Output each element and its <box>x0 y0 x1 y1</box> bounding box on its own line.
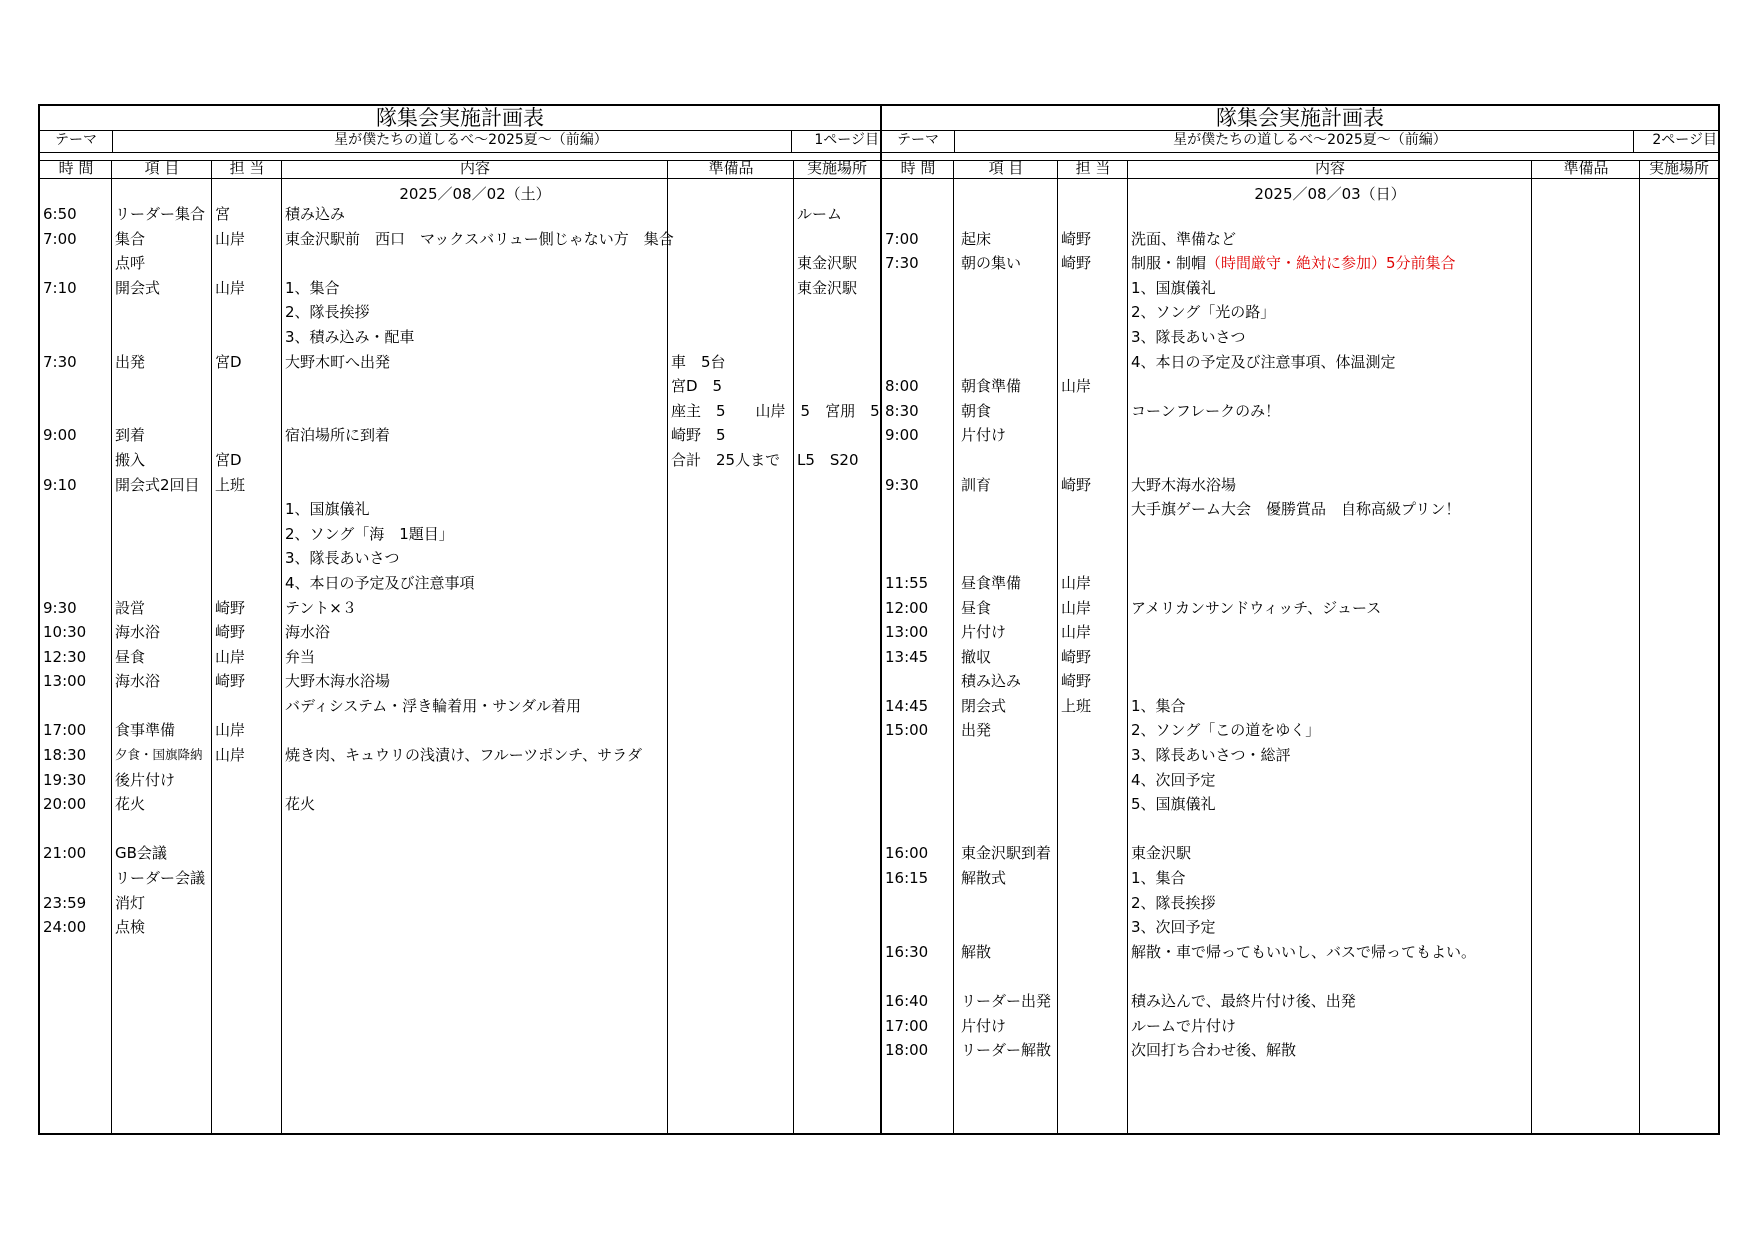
cell-content: バディシステム・浮き輪着用・サンダル着用 <box>285 696 581 715</box>
cell-place: L5 S20 <box>797 450 859 469</box>
cell-content: 花火 <box>285 795 316 814</box>
schedule-row <box>40 768 880 793</box>
cell-time: 19:30 <box>43 770 87 789</box>
schedule-row <box>40 596 880 621</box>
schedule-row <box>40 891 880 916</box>
cell-equipment: 崎野 5 <box>671 426 726 445</box>
cell-equipment: 合計 25人まで <box>671 450 781 469</box>
cell-item: 片付け <box>961 1016 1007 1035</box>
cell-item: 消灯 <box>115 893 146 912</box>
cell-content-text: 制服・制帽 <box>1131 254 1207 273</box>
cell-time: 24:00 <box>43 918 87 937</box>
cell-item: 開会式 <box>115 278 161 297</box>
cell-time: 7:00 <box>43 229 77 248</box>
cell-time: 8:00 <box>885 377 919 396</box>
cell-place: 東金沢駅 <box>797 278 858 297</box>
cell-person: 崎野 <box>215 672 246 691</box>
cell-item: 朝食準備 <box>961 377 1022 396</box>
cell-content: 1、国旗儀礼 <box>1131 278 1216 297</box>
cell-person: 崎野 <box>1061 254 1092 273</box>
schedule-row <box>882 669 1718 694</box>
cell-item: 夕食・国旗降納 <box>115 747 203 763</box>
theme-text: 星が僕たちの道しるべ～2025夏～（前編） <box>334 132 608 148</box>
schedule-row <box>40 669 880 694</box>
schedule-row <box>40 546 880 571</box>
cell-person: 崎野 <box>1061 647 1092 666</box>
cell-content: 4、本日の予定及び注意事項 <box>285 573 475 592</box>
schedule-row <box>882 473 1718 498</box>
schedule-row <box>882 300 1718 325</box>
cell-item: 片付け <box>961 426 1007 445</box>
schedule-row <box>40 866 880 891</box>
schedule-row <box>882 964 1718 989</box>
cell-item: 花火 <box>115 795 146 814</box>
cell-time: 14:45 <box>885 696 929 715</box>
cell-person: 上班 <box>1061 696 1092 715</box>
theme-text: 星が僕たちの道しるべ～2025夏～（前編） <box>1173 132 1447 148</box>
cell-item: 起床 <box>961 229 992 248</box>
theme-label: テーマ <box>882 130 955 152</box>
cell-content: コーンフレークのみ！ <box>1131 401 1281 420</box>
schedule-row <box>40 571 880 596</box>
schedule-row <box>882 768 1718 793</box>
theme-row <box>882 130 1718 153</box>
cell-item: 昼食 <box>115 647 146 666</box>
cell-item: 積み込み <box>961 672 1022 691</box>
cell-content: 2、隊長挨拶 <box>285 303 370 322</box>
header-equipment: 準備品 <box>1563 159 1609 177</box>
cell-content: 2、ソング「光の路」 <box>1131 303 1276 322</box>
cell-item: リーダー解散 <box>961 1041 1052 1060</box>
cell-item: 後片付け <box>115 770 176 789</box>
schedule-row <box>882 989 1718 1014</box>
schedule-row <box>882 423 1718 448</box>
cell-item: 点呼 <box>115 254 146 273</box>
cell-content: 5、国旗儀礼 <box>1131 795 1216 814</box>
schedule-row <box>40 202 880 227</box>
schedule-row <box>882 792 1718 817</box>
schedule-row <box>882 448 1718 473</box>
column-headers <box>882 160 1718 179</box>
cell-item: 解散 <box>961 942 992 961</box>
schedule-row <box>882 251 1718 276</box>
cell-time: 16:00 <box>885 844 929 863</box>
header-content: 内容 <box>1314 159 1345 177</box>
cell-person: 上班 <box>215 475 246 494</box>
theme-row <box>40 130 880 153</box>
cell-time: 12:30 <box>43 647 87 666</box>
cell-content: 3、隊長あいさつ <box>1131 327 1246 346</box>
schedule-date: 2025／08／03（日） <box>1254 185 1406 203</box>
schedule-row <box>882 350 1718 375</box>
header-person: 担 当 <box>1075 159 1111 177</box>
schedule-row <box>882 546 1718 571</box>
cell-item: 撤収 <box>961 647 992 666</box>
cell-time: 21:00 <box>43 844 87 863</box>
cell-item: 海水浴 <box>115 672 161 691</box>
schedule-row <box>40 497 880 522</box>
schedule-row <box>882 866 1718 891</box>
cell-content: 積み込んで、最終片付け後、出発 <box>1131 992 1356 1010</box>
cell-item: リーダー出発 <box>961 992 1052 1010</box>
schedule-row <box>882 1014 1718 1039</box>
cell-time: 9:10 <box>43 475 77 494</box>
cell-content: 4、次回予定 <box>1131 770 1216 789</box>
cell-content: 2、ソング「海 1題目」 <box>285 524 454 543</box>
schedule-sheet-page-1 <box>38 104 882 1135</box>
schedule-row <box>882 891 1718 916</box>
cell-content: 1、国旗儀礼 <box>285 500 370 519</box>
cell-time: 13:45 <box>885 647 929 666</box>
schedule-row <box>40 841 880 866</box>
cell-content: 大野木町へ出発 <box>285 352 391 371</box>
cell-time: 8:30 <box>885 401 919 420</box>
schedule-row <box>40 743 880 768</box>
schedule-row <box>40 374 880 399</box>
cell-content: 弁当 <box>285 647 316 666</box>
cell-person: 宮D <box>215 450 242 469</box>
cell-item: 設営 <box>115 598 146 617</box>
cell-content: 洗面、準備など <box>1131 229 1237 248</box>
cell-person: 崎野 <box>1061 672 1092 691</box>
schedule-row <box>882 1038 1718 1063</box>
cell-item: 出発 <box>961 721 992 740</box>
cell-time: 20:00 <box>43 795 87 814</box>
cell-content: 東金沢駅 <box>1131 844 1192 863</box>
schedule-row <box>40 227 880 252</box>
cell-time: 13:00 <box>885 623 929 642</box>
cell-item: 出発 <box>115 352 146 371</box>
cell-time: 13:00 <box>43 672 87 691</box>
cell-content: 3、次回予定 <box>1131 918 1216 937</box>
cell-content: 焼き肉、キュウリの浅漬け、フルーツポンチ、サラダ <box>285 746 643 765</box>
schedule-row <box>882 202 1718 227</box>
cell-time: 7:30 <box>43 352 77 371</box>
schedule-row <box>40 522 880 547</box>
schedule-row <box>40 817 880 842</box>
cell-content: 3、積み込み・配車 <box>285 327 415 346</box>
cell-content: 3、隊長あいさつ <box>285 549 400 568</box>
cell-item: 食事準備 <box>115 721 176 740</box>
cell-time: 16:15 <box>885 869 929 888</box>
schedule-row <box>882 497 1718 522</box>
cell-time: 17:00 <box>43 721 87 740</box>
cell-item: 訓育 <box>961 475 992 494</box>
schedule-row <box>882 915 1718 940</box>
cell-item: 海水浴 <box>115 623 161 642</box>
cell-person: 山岸 <box>215 746 246 765</box>
schedule-row <box>40 645 880 670</box>
cell-time: 9:00 <box>885 426 919 445</box>
header-person: 担 当 <box>229 159 265 177</box>
cell-person: 崎野 <box>215 598 246 617</box>
cell-time: 18:30 <box>43 746 87 765</box>
cell-time: 7:30 <box>885 254 919 273</box>
cell-item: 開会式2回目 <box>115 475 200 494</box>
column-headers <box>40 160 880 179</box>
cell-time: 18:00 <box>885 1041 929 1060</box>
cell-item: GB会議 <box>115 844 167 863</box>
cell-content: 1、集合 <box>1131 869 1186 888</box>
schedule-row <box>40 915 880 940</box>
schedule-row <box>882 596 1718 621</box>
schedule-row <box>40 423 880 448</box>
cell-place: ルーム <box>797 205 843 223</box>
schedule-row <box>40 718 880 743</box>
cell-person: 山岸 <box>1061 598 1092 617</box>
cell-person: 崎野 <box>1061 229 1092 248</box>
cell-content: 大野木海水浴場 <box>1131 475 1237 494</box>
cell-item: 集合 <box>115 229 146 248</box>
cell-person: 山岸 <box>1061 573 1092 592</box>
cell-content: ルームで片付け <box>1131 1016 1237 1035</box>
schedule-row <box>882 743 1718 768</box>
schedule-sheet-page-2 <box>880 104 1720 1135</box>
schedule-row <box>882 645 1718 670</box>
cell-content: 海水浴 <box>285 623 331 642</box>
schedule-row <box>882 571 1718 596</box>
schedule-row <box>882 817 1718 842</box>
theme-label: テーマ <box>40 130 113 152</box>
cell-time: 7:00 <box>885 229 919 248</box>
cell-item: 到着 <box>115 426 146 445</box>
cell-equipment: 車 5台 <box>671 352 726 371</box>
schedule-row <box>882 718 1718 743</box>
cell-item: 搬入 <box>115 450 146 469</box>
cell-item: 東金沢駅到着 <box>961 844 1052 863</box>
cell-person: 山岸 <box>215 721 246 740</box>
page-number: 2ページ目 <box>1633 130 1719 152</box>
schedule-row <box>882 374 1718 399</box>
cell-item: 朝の集い <box>961 254 1022 273</box>
cell-time: 15:00 <box>885 721 929 740</box>
schedule-rows <box>40 202 880 940</box>
schedule-row <box>40 620 880 645</box>
cell-content: 2、ソング「この道をゆく」 <box>1131 721 1321 740</box>
cell-content: 宿泊場所に到着 <box>285 426 391 445</box>
schedule-row <box>40 792 880 817</box>
cell-person: 山岸 <box>1061 377 1092 396</box>
schedule-row <box>882 940 1718 965</box>
schedule-row <box>882 399 1718 424</box>
schedule-row <box>40 399 880 424</box>
cell-time: 10:30 <box>43 623 87 642</box>
sheet-title: 隊集会実施計画表 <box>882 106 1718 131</box>
schedule-row <box>882 325 1718 350</box>
cell-time: 12:00 <box>885 598 929 617</box>
cell-content <box>1128 251 1456 276</box>
cell-time: 9:30 <box>43 598 77 617</box>
cell-person: 山岸 <box>215 278 246 297</box>
header-item: 項 目 <box>144 159 180 177</box>
cell-time: 9:30 <box>885 475 919 494</box>
cell-content: 1、集合 <box>285 278 340 297</box>
header-equipment: 準備品 <box>708 159 754 177</box>
cell-content: 積み込み <box>285 205 346 223</box>
cell-time: 16:40 <box>885 992 929 1010</box>
header-time: 時 間 <box>900 159 936 177</box>
header-place: 実施場所 <box>806 159 867 177</box>
schedule-row <box>40 325 880 350</box>
cell-person: 山岸 <box>215 229 246 248</box>
schedule-row <box>40 694 880 719</box>
schedule-row <box>40 473 880 498</box>
cell-content: 4、本日の予定及び注意事項、体温測定 <box>1131 352 1396 371</box>
cell-content: 大手旗ゲーム大会 優勝賞品 自称高級プリン！ <box>1131 500 1461 519</box>
cell-time: 16:30 <box>885 942 929 961</box>
header-item: 項 目 <box>988 159 1024 177</box>
cell-content: 大野木海水浴場 <box>285 672 391 691</box>
schedule-rows <box>882 202 1718 1063</box>
cell-content: 1、集合 <box>1131 696 1186 715</box>
cell-item: 朝食 <box>961 401 992 420</box>
cell-content: 東金沢駅前 西口 マックスバリュー側じゃない方 集合 <box>285 229 674 248</box>
cell-item: 解散式 <box>961 869 1007 888</box>
cell-content: アメリカンサンドウィッチ、ジュース <box>1131 598 1382 617</box>
cell-content-warning: （時間厳守・絶対に参加）5分前集合 <box>1206 254 1456 273</box>
cell-item: 昼食準備 <box>961 573 1022 592</box>
page-number: 1ページ目 <box>791 130 881 152</box>
cell-person: 崎野 <box>215 623 246 642</box>
cell-place: 東金沢駅 <box>797 254 858 273</box>
schedule-row <box>40 276 880 301</box>
cell-time: 17:00 <box>885 1016 929 1035</box>
cell-item: リーダー集合 <box>115 205 206 223</box>
cell-person: 宮 <box>215 205 231 223</box>
cell-item: リーダー会議 <box>115 869 206 888</box>
header-place: 実施場所 <box>1648 159 1709 177</box>
cell-time: 7:10 <box>43 278 77 297</box>
cell-time: 6:50 <box>43 205 77 223</box>
header-time: 時 間 <box>58 159 94 177</box>
cell-item: 閉会式 <box>961 696 1007 715</box>
cell-item: 片付け <box>961 623 1007 642</box>
cell-content: 3、隊長あいさつ・総評 <box>1131 746 1291 765</box>
cell-person: 崎野 <box>1061 475 1092 494</box>
cell-content: 次回打ち合わせ後、解散 <box>1131 1041 1297 1060</box>
schedule-row <box>882 227 1718 252</box>
cell-time: 9:00 <box>43 426 77 445</box>
schedule-row <box>40 300 880 325</box>
schedule-row <box>40 350 880 375</box>
cell-equipment: 座主 5 山岸 5 宮朋 5 <box>671 401 880 420</box>
cell-person: 山岸 <box>215 647 246 666</box>
cell-time: 23:59 <box>43 893 87 912</box>
schedule-row <box>40 251 880 276</box>
schedule-row <box>882 841 1718 866</box>
cell-equipment: 宮D 5 <box>671 377 723 396</box>
schedule-row <box>882 522 1718 547</box>
schedule-row <box>882 620 1718 645</box>
schedule-row <box>40 448 880 473</box>
schedule-row <box>882 694 1718 719</box>
cell-content: 2、隊長挨拶 <box>1131 893 1216 912</box>
schedule-date: 2025／08／02（土） <box>399 185 551 203</box>
cell-item: 点検 <box>115 918 146 937</box>
cell-time: 11:55 <box>885 573 929 592</box>
schedule-row <box>882 276 1718 301</box>
sheet-title: 隊集会実施計画表 <box>40 106 880 131</box>
cell-item: 昼食 <box>961 598 992 617</box>
cell-person: 山岸 <box>1061 623 1092 642</box>
cell-content: 解散・車で帰ってもいいし、バスで帰ってもよい。 <box>1131 942 1477 961</box>
header-content: 内容 <box>459 159 490 177</box>
cell-content: テント×３ <box>285 598 357 617</box>
cell-person: 宮D <box>215 352 242 371</box>
